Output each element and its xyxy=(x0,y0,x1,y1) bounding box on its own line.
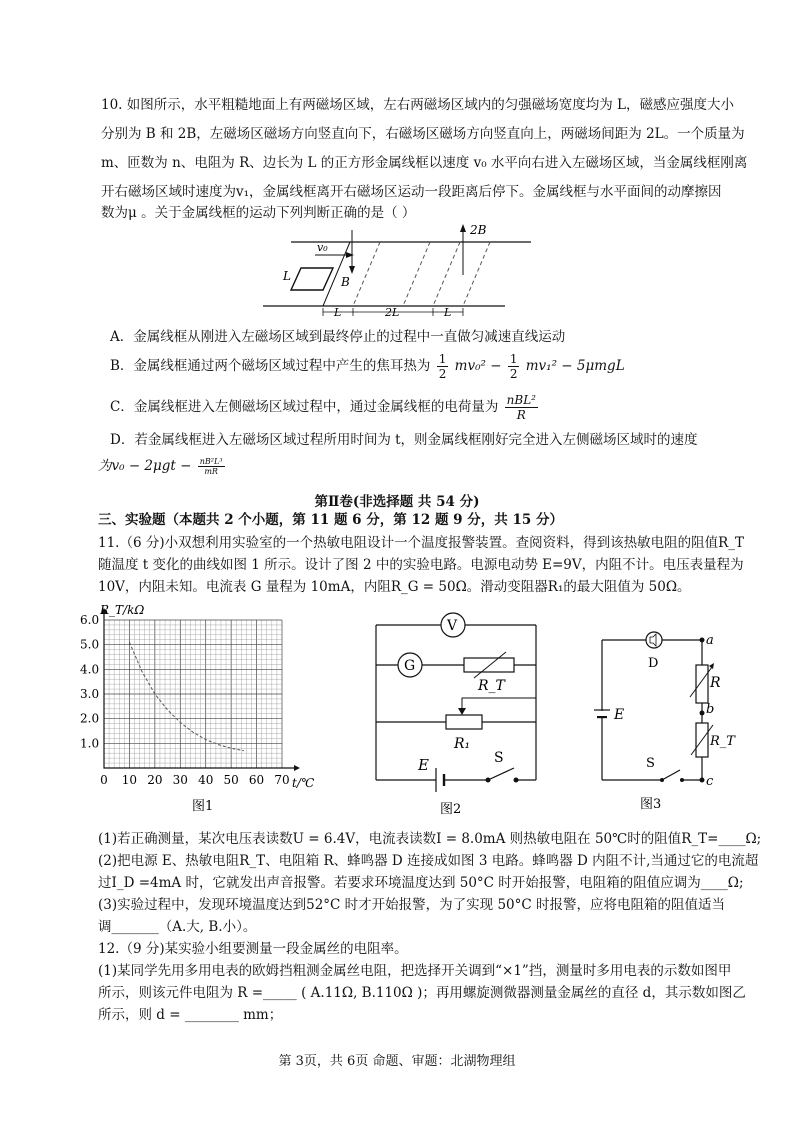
fig2-caption: 图2 xyxy=(440,802,462,817)
q10-option-b-frac1 xyxy=(437,352,449,381)
fig-L-label: L xyxy=(283,269,291,283)
x-tick-label: 20 xyxy=(147,773,163,787)
fig2-R1-label: R₁ xyxy=(454,736,471,752)
q12-line-3: 所示，则该元件电阻为 R =_____ ( A.11Ω, B.110Ω )；再用螺旋测微器测量金属丝的直径 d，其示数如图乙 xyxy=(98,985,746,1001)
q11-part-2a: (2)把电源 E、热敏电阻R_T、电阻箱 R、蜂鸣器 D 连接成如图 3 电路。蜂鸣器 D 内阻不计,当通过它的电流超 xyxy=(98,853,759,869)
optc-den: R xyxy=(516,408,526,422)
q10-option-d-expr: 为v₀ − 2μgt − xyxy=(98,458,192,474)
fig3-R-label: R xyxy=(710,675,721,691)
q10-line-4: 开右磁场区域时速度为v₁，金属线框离开右磁场区运动一段距离后停下。金属线框与水平面间的动摩擦因 xyxy=(101,184,722,200)
fig3-E-label: E xyxy=(614,707,625,723)
fig3-c-label: c xyxy=(706,774,714,789)
fig3-b-label: b xyxy=(706,702,715,717)
y-tick-label: 5.0 xyxy=(80,637,100,652)
fig3-caption: 图3 xyxy=(640,797,662,812)
fig2-E-label: E xyxy=(418,756,429,774)
fig2-RT-label: R_T xyxy=(478,678,505,694)
x-tick-label: 40 xyxy=(198,773,214,787)
x-tick-label: 10 xyxy=(121,773,138,787)
x-tick-label: 70 xyxy=(274,773,290,787)
page-footer: 第 3页，共 6页 命题、审题：北湖物理组 xyxy=(278,1054,516,1069)
fig3-alarm-circuit xyxy=(592,625,735,815)
fig-dim-L2: L xyxy=(444,306,452,319)
q10-line-2: 分别为 B 和 2B，左磁场区磁场方向竖直向下，右磁场区磁场方向竖直向上，两磁场间距为 2L。一个质量为 xyxy=(101,126,745,142)
rt-curve xyxy=(129,642,244,751)
optd-num: nB²L³ xyxy=(199,457,223,466)
fig-dim-2L: 2L xyxy=(385,306,400,319)
q11-part-2b: 过I_D =4mA 时，它就发出声音报警。若要求环境温度达到 50°C 时开始报警，电阻箱的阻值应调为____Ω; xyxy=(98,875,744,891)
q10-magnetic-field-figure xyxy=(255,220,545,320)
q10-line-1: 10. 如图所示，水平粗糙地面上有两磁场区域，左右两磁场区域内的匀强磁场宽度均为 L，磁感应强度大小 xyxy=(101,97,735,113)
y-tick-label: 6.0 xyxy=(80,613,100,627)
fig1-rt-temperature-chart xyxy=(80,600,332,820)
q12-line-1: 12.（9 分)某实验小组要测量一段金属丝的电阻率。 xyxy=(98,941,408,957)
q11-line-1: 11.（6 分)小双想利用实验室的一个热敏电阻设计一个温度报警装置。查阅资料，得到该热敏电阻的阻值R_T xyxy=(98,535,745,551)
q10-option-a: A．金属线框从刚进入左磁场区域到最终停止的过程中一直做匀减速直线运动 xyxy=(110,329,566,345)
q10-option-b-mid2: mv₁² − 5μmgL xyxy=(525,358,625,374)
q11-part-1: (1)若正确测量，某次电压表读数U = 6.4V，电流表读数I = 8.0mA 则热敏电阻在 50℃时的阻值R_T=____Ω; xyxy=(98,831,762,847)
fig-dim-L1: L xyxy=(334,306,342,319)
optd-den: mR xyxy=(204,467,218,476)
section3-title: 三、实验题（本题共 2 个小题，第 11 题 6 分，第 12 题 9 分，共 15 分） xyxy=(98,512,563,528)
q11-part-3a: (3)实验过程中，发现环境温度达到52°C 时才开始报警，为了实现 50°C 时报警，应将电阻箱的阻值适当 xyxy=(98,897,726,913)
fig3-S-label: S xyxy=(646,756,655,771)
q11-part-3b: 调_______（A.大, B.小）。 xyxy=(98,919,257,935)
q10-option-d-line2 xyxy=(98,455,227,477)
q12-line-2: (1)某同学先用多用电表的欧姆挡粗测金属丝电阻，把选择开关调到“×1”挡，测量时多用电表的示数如图甲 xyxy=(98,963,732,979)
q10-option-d-line1: D．若金属线框进入左磁场区域过程所用时间为 t，则金属线框刚好完全进入左侧磁场区域时的速度 xyxy=(110,432,698,448)
y-tick-label: 3.0 xyxy=(80,687,100,701)
q10-option-c xyxy=(110,393,540,422)
q10-option-c-text: C．金属线框进入左侧磁场区域过程中，通过金属线框的电荷量为 xyxy=(110,399,499,415)
x-tick-label: 50 xyxy=(223,773,239,787)
q10-line-5: 数为μ 。关于金属线框的运动下列判断正确的是（ ） xyxy=(101,205,416,221)
q12-line-4: 所示，则 d = ________ mm； xyxy=(98,1007,283,1023)
q11-line-2: 随温度 t 变化的曲线如图 1 所示。设计了图 2 中的实验电路。电源电动势 E=9V，内阻不计。电压表量程为 xyxy=(98,557,744,573)
x-axis-arrow xyxy=(294,765,300,771)
q10-option-b-frac2 xyxy=(508,352,520,381)
part2-title: 第Ⅱ卷(非选择题 共 54 分) xyxy=(314,494,480,510)
y-tick-label: 1.0 xyxy=(80,736,100,751)
fig1-ylabel: R_T/kΩ xyxy=(100,603,145,617)
fig3-a-label: a xyxy=(706,633,714,648)
fig3-D-label: D xyxy=(648,656,659,671)
frac2-den: 2 xyxy=(509,367,518,381)
q10-line-3: m、匝数为 n、电阻为 R、边长为 L 的正方形金属线框以速度 v₀ 水平向右进入左磁场区域，当金属线框刚离 xyxy=(101,155,748,171)
q10-option-c-frac xyxy=(505,393,538,422)
fig-v0-label: v₀ xyxy=(317,241,328,254)
x-tick-label: 30 xyxy=(172,773,188,787)
fig1-xlabel: t/℃ xyxy=(292,776,315,790)
y-tick-label: 4.0 xyxy=(80,662,100,677)
frac1-den: 2 xyxy=(438,367,447,381)
q10-option-b-mid1: mv₀² − xyxy=(454,358,502,374)
q10-option-d-frac xyxy=(198,457,225,476)
optc-num: nBL² xyxy=(506,393,536,407)
x-tick-label: 60 xyxy=(248,773,265,787)
fig2-S-label: S xyxy=(494,750,504,766)
q10-option-b xyxy=(110,352,625,381)
fig2-circuit-diagram xyxy=(366,610,546,820)
fig-2B-label: 2B xyxy=(470,223,487,237)
fig2-V-label: V xyxy=(447,618,458,634)
frac2-num: 1 xyxy=(509,352,518,366)
frac1-num: 1 xyxy=(438,352,447,366)
fig1-caption: 图1 xyxy=(192,799,214,814)
q10-option-b-text: B．金属线框通过两个磁场区域过程中产生的焦耳热为 xyxy=(110,358,431,374)
fig2-G-label: G xyxy=(404,658,416,674)
y-tick-label: 2.0 xyxy=(80,711,100,726)
x-tick-label: 0 xyxy=(100,773,108,787)
q11-line-3: 10V，内阻未知。电流表 G 量程为 10mA，内阻R_G = 50Ω。滑动变阻器R₁的最大阻值为 50Ω。 xyxy=(98,579,691,595)
fig-B-label: B xyxy=(341,275,350,289)
fig3-RT-label: R_T xyxy=(710,734,735,749)
